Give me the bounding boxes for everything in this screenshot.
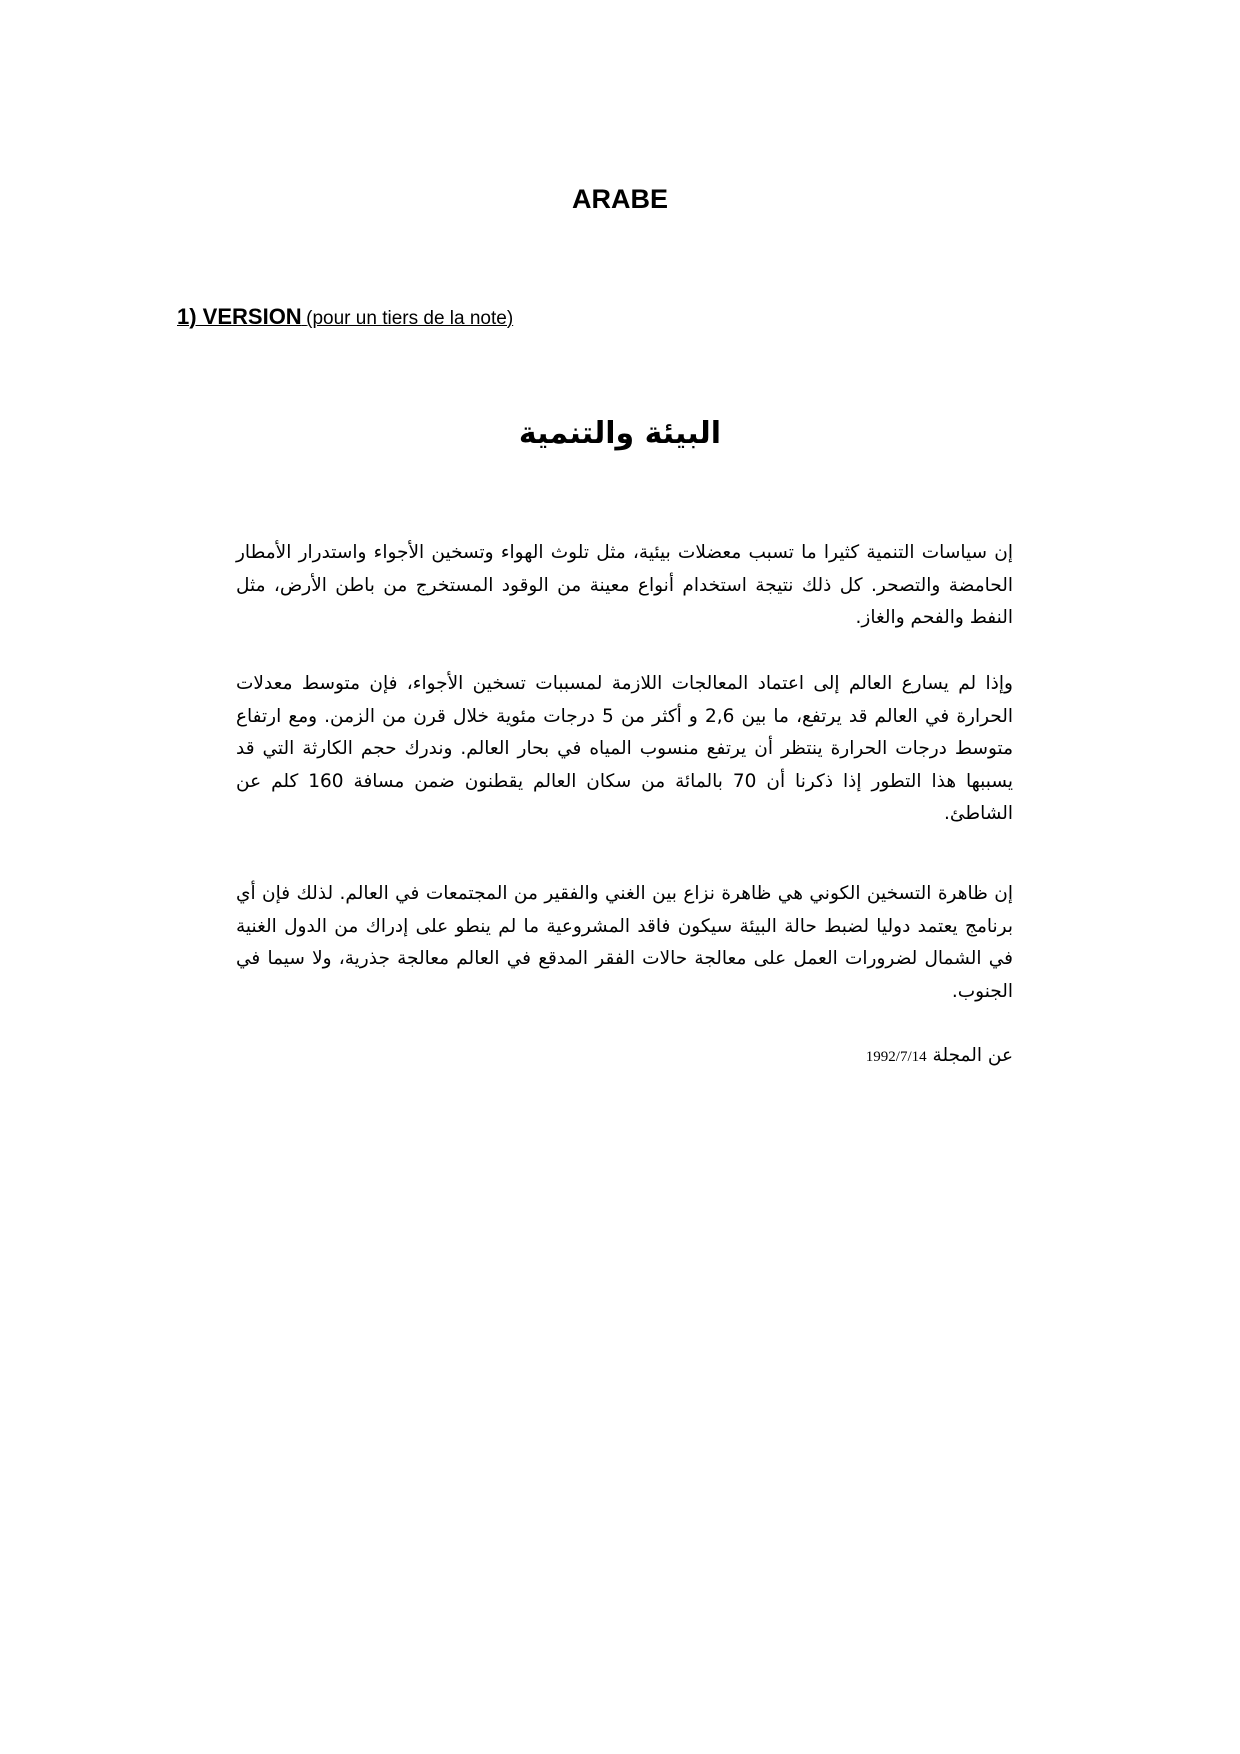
source-date: 1992/7/14	[865, 1049, 927, 1065]
arabic-paragraph: إن ظاهرة التسخين الكوني هي ظاهرة نزاع بين الغني والفقير من المجتمعات في العالم. لذلك فإن أي برنامج يعتمد دوليا لضبط حالة البيئة سيكون فاقد المشروعية ما لم ينطو على إدراك من الدول الغنية في الشمال لضرورات العمل على معالجة حالات الفقر المدقع في العالم معالجة جذرية، ولا سيما في الجنوب.	[236, 883, 1013, 1002]
section-heading	[177, 304, 513, 333]
section-note: (pour un tiers de la note)	[306, 308, 514, 329]
source-label: عن المجلة	[932, 1045, 1013, 1066]
arabic-paragraph: وإذا لم يسارع العالم إلى اعتماد المعالجات اللازمة لمسببات تسخين الأجواء، فإن متوسط معدلات الحرارة في العالم قد يرتفع، ما بين 2,6 و أكثر من 5 درجات مئوية خلال قرن من الزمن. ومع ارتفاع متوسط درجات الحرارة ينتظر أن يرتفع منسوب المياه في بحار العالم. وندرك حجم الكارثة التي قد يسببها هذا التطور إذا ذكرنا أن 70 بالمائة من سكان العالم يقطنون ضمن مسافة 160 كلم عن الشاطئ.	[236, 673, 1014, 824]
source-citation	[236, 1040, 1013, 1073]
arabic-paragraph: إن سياسات التنمية كثيرا ما تسبب معضلات بيئية، مثل تلوث الهواء وتسخين الأجواء واستدرار الأمطار الحامضة والتصحر. كل ذلك نتيجة استخدام أنواع معينة من الوقود المستخرج من باطن الأرض، مثل النفط والفحم والغاز.	[236, 542, 1013, 628]
arabic-text-title: البيئة والتنمية	[518, 416, 722, 451]
page-title: ARABE	[571, 184, 668, 214]
section-label: 1) VERSION	[177, 304, 302, 329]
